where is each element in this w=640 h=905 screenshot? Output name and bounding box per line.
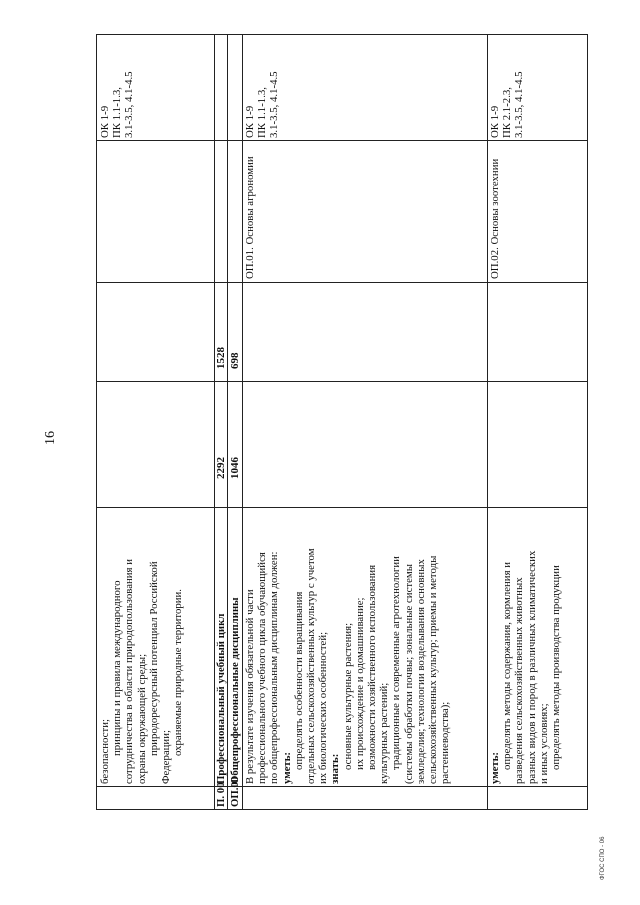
row-divider-op-group	[242, 35, 243, 809]
col-divider-discipline	[97, 140, 587, 141]
text-line: по общепрофессиональным дисциплинам должен:	[268, 551, 281, 784]
competency-line: ПК 1.1-1.3,	[256, 87, 269, 138]
competency-line: 3.1-3.5, 4.1-4.5	[513, 71, 526, 138]
text-line: В результате изучения обязательной части	[244, 589, 256, 784]
text-line: сотрудничества в области природопользования и	[123, 559, 136, 784]
text-line: отдельных сельскохозяйственных культур с учетом	[305, 548, 318, 784]
text-line: принципы и правила международного	[111, 580, 124, 756]
op02-discipline: ОП.02. Основы зоотехнии	[489, 158, 501, 279]
col-divider-max-hours	[97, 381, 587, 382]
col-divider-index	[97, 786, 587, 787]
text-line: безопасности;	[99, 719, 111, 784]
col-divider-description	[97, 507, 587, 508]
competency-line: ОК 1-9	[99, 105, 111, 138]
text-line: определять методы содержания, кормления и	[501, 561, 514, 770]
competency-line: ПК 1.1-1.3,	[111, 87, 124, 138]
prof-cycle-index: П. 00	[215, 782, 227, 807]
text-line: Федерации;	[160, 730, 173, 784]
op02-description	[489, 512, 562, 784]
text-line: культурных растений;	[378, 682, 391, 784]
op01-description	[244, 512, 451, 784]
op-group-max-hours: 1046	[229, 457, 241, 479]
umet-label: уметь:	[489, 751, 501, 784]
text-line: земледелия; технологии возделывания основных	[414, 559, 427, 784]
text-line: их биологических особенностей;	[317, 631, 330, 784]
text-line: разных видов и пород в различных климатических	[525, 550, 538, 784]
text-line: разведения сельскохозяйственных животных	[513, 577, 526, 784]
prof-cycle-name: Профессиональный учебный цикл	[215, 613, 227, 784]
text-line: и иных условиях;	[537, 703, 550, 784]
prof-cycle-required-hours: 1528	[215, 347, 227, 369]
text-line: определять особенности выращивания	[292, 591, 305, 770]
text-line: возможности хозяйственного использования	[366, 564, 379, 770]
col-divider-required-hours	[97, 282, 587, 283]
znat-label: знать:	[329, 753, 342, 784]
text-line: определять методы производства продукции	[550, 565, 563, 770]
competency-line: ОК 1-9	[244, 105, 256, 138]
text-line: основные культурные растения;	[341, 622, 354, 770]
op01-discipline: ОП.01. Основы агрономии	[244, 156, 256, 279]
prof-cycle-max-hours: 2292	[215, 457, 227, 479]
op02-competencies	[489, 38, 526, 138]
row-divider-op01	[487, 35, 488, 809]
cont-description	[99, 512, 184, 784]
umet-label: уметь:	[280, 751, 293, 784]
text-line: растениеводства);	[439, 701, 452, 784]
text-line: охраняемые природные территории.	[172, 588, 185, 756]
curriculum-table	[96, 34, 588, 810]
op-group-name: Общепрофессиональные дисциплины	[229, 597, 241, 784]
cont-competencies	[99, 38, 136, 138]
text-line: их происхождение и одомашнивание;	[353, 597, 366, 770]
competency-line: 3.1-3.5, 4.1-4.5	[123, 71, 136, 138]
op01-competencies	[244, 38, 281, 138]
text-line: профессионального учебного цикла обучающийся	[256, 552, 269, 784]
text-line: (системы обработки почвы; зональные системы	[402, 564, 415, 784]
text-line: природоресурсный потенциал Российской	[147, 561, 160, 756]
page-number: 16	[43, 431, 58, 445]
competency-line: 3.1-3.5, 4.1-4.5	[268, 71, 281, 138]
text-line: охраны окружающей среды;	[135, 653, 148, 784]
text-line: сельскохозяйственных культур; приемы и методы	[427, 555, 440, 784]
op-group-index: ОП.00	[229, 776, 241, 807]
competency-line: ОК 1-9	[489, 105, 501, 138]
text-line: традиционные и современные агротехнологии	[390, 556, 403, 770]
op-group-required-hours: 698	[229, 352, 241, 369]
footer-code: ФГОС СПО - 06	[600, 836, 606, 880]
competency-line: ПК 2.1-2.3,	[501, 87, 514, 138]
